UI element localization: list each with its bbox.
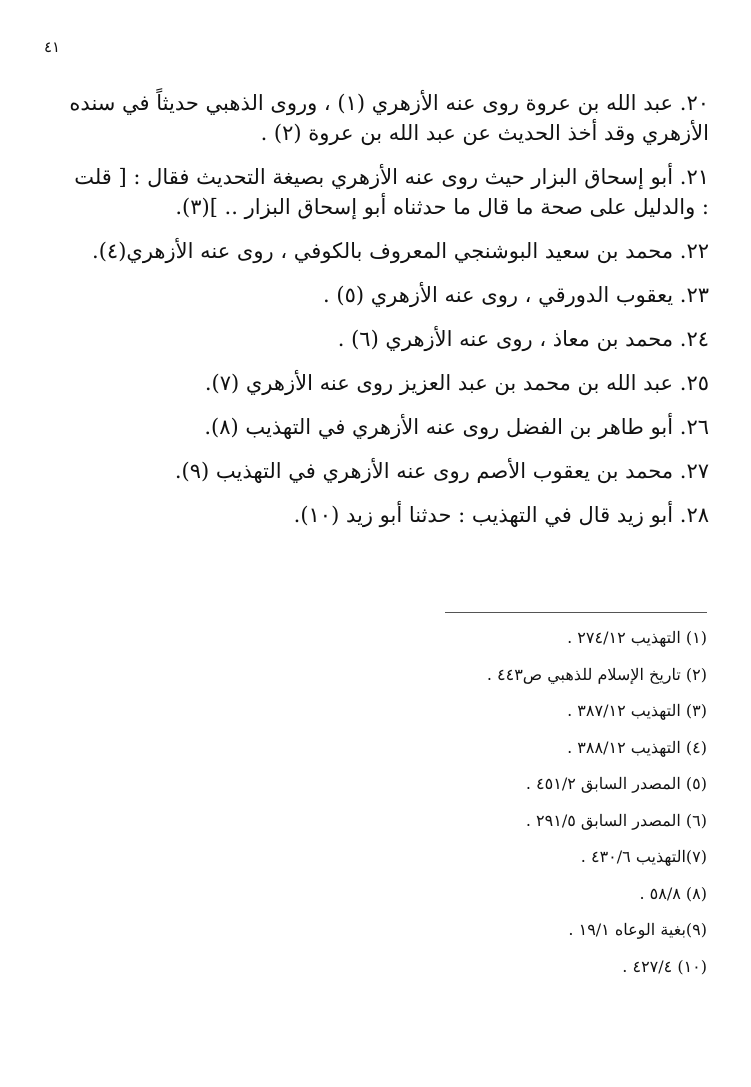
main-text — [41, 88, 709, 544]
footnote-3: (٣) التهذيب ٣٨٧/١٢ . — [567, 701, 707, 720]
list-item-26 — [41, 412, 709, 442]
footnote-6: (٦) المصدر السابق ٢٩١/٥ . — [525, 810, 707, 830]
item-line: ٢٣. يعقوب الدورقي ، روى عنه الأزهري (٥) . — [323, 283, 709, 307]
footnote-2: (٢) تاريخ الإسلام للذهبي ص٤٤٣ . — [486, 664, 707, 684]
footnote-divider — [445, 612, 707, 613]
item-line: : والدليل على صحة ما قال ما حدثناه أبو إسحاق البزار .. ](٣). — [175, 195, 709, 219]
list-item-24 — [41, 324, 709, 354]
footnote-5: (٥) المصدر السابق ٤٥١/٢ . — [525, 774, 707, 793]
list-item-20 — [41, 88, 709, 148]
footnote-8: (٨) ٥٨/٨ . — [639, 883, 707, 903]
item-line: ٢١. أبو إسحاق البزار حيث روى عنه الأزهري بصيغة التحديث فقال : [ قلت — [74, 165, 709, 189]
item-line: ٢٨. أبو زيد قال في التهذيب : حدثنا أبو زيد (١٠). — [293, 503, 709, 527]
item-line: ٢٤. محمد بن معاذ ، روى عنه الأزهري (٦) . — [337, 327, 709, 351]
item-line: الأزهري وقد أخذ الحديث عن عبد الله بن عروة (٢) . — [260, 121, 709, 145]
footnote-7: (٧)التهذيب ٤٣٠/٦ . — [580, 847, 707, 866]
item-line: ٢٢. محمد بن سعيد البوشنجي المعروف بالكوفي ، روى عنه الأزهري(٤). — [92, 239, 709, 263]
item-line: ٢٧. محمد بن يعقوب الأصم روى عنه الأزهري في التهذيب (٩). — [174, 459, 709, 483]
footnote-10: (١٠) ٤٢٧/٤ . — [622, 956, 707, 976]
item-line: ٢٥. عبد الله بن محمد بن عبد العزيز روى عنه الأزهري (٧). — [204, 371, 709, 395]
page-number: ٤١ — [44, 38, 61, 56]
footnote-4: (٤) التهذيب ٣٨٨/١٢ . — [567, 737, 707, 757]
list-item-23 — [41, 280, 709, 310]
item-line: ٢٦. أبو طاهر بن الفضل روى عنه الأزهري في التهذيب (٨). — [204, 415, 709, 439]
list-item-28 — [41, 500, 709, 530]
item-line: ٢٠. عبد الله بن عروة روى عنه الأزهري (١) ، وروى الذهبي حديثاً في سنده — [69, 91, 709, 115]
footnote-9: (٩)بغية الوعاه ١٩/١ . — [568, 920, 707, 939]
list-item-22 — [41, 236, 709, 266]
list-item-21 — [41, 162, 709, 222]
list-item-25 — [41, 368, 709, 398]
footnote-1: (١) التهذيب ٢٧٤/١٢ . — [567, 628, 707, 647]
list-item-27 — [41, 456, 709, 486]
footnotes — [307, 626, 707, 991]
